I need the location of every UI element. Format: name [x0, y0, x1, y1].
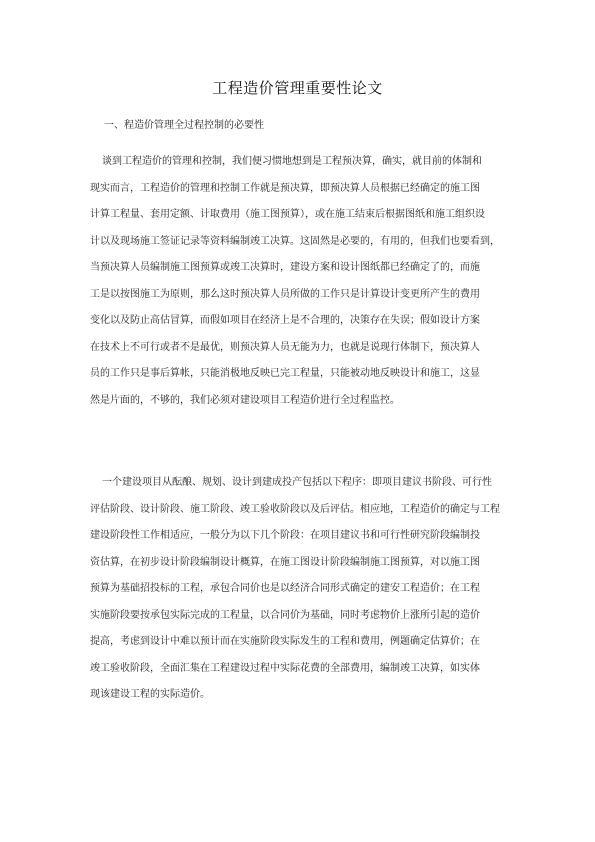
paragraph-line: 资估算，在初步设计阶段编制设计概算，在施工图设计阶段编制施工图预算，对以施工图	[90, 556, 480, 568]
paragraph-line: 预算为基础招投标的工程，承包合同价也是以经济合同形式确定的建安工程造价；在工程	[90, 583, 480, 594]
paragraph-line: 计算工程量、套用定额、计取费用（施工图预算），或在施工结束后根据图纸和施工组织设	[90, 209, 485, 220]
paragraph-line: 在技术上不可行或者不是最优，则预决算人员无能为力，也就是说现行体制下，预决算人	[90, 341, 480, 353]
paragraph-line: 建设阶段性工作相适应，一般分为以下几个阶段：在项目建议书和可行性研究阶段编制投	[90, 530, 480, 541]
paragraph-1	[90, 149, 520, 414]
paragraph-line: 一个建设项目从酝酿、规划、设计到建成投产包括以下程序：即项目建议书阶段、可行性	[102, 477, 492, 488]
section-heading: 一、程造价管理全过程控制的必要性	[104, 120, 264, 131]
paragraph-line: 评估阶段、设计阶段、施工阶段、竣工验收阶段以及后评估。相应地，工程造价的确定与工程	[90, 503, 500, 515]
paragraph-line: 当预决算人员编制施工图预算或竣工决算时，建设方案和设计图纸都已经确定了的，而施	[90, 262, 480, 273]
paragraph-line: 提高，考虑到设计中难以预计而在实施阶段实际发生的工程和费用，例题确定估算价；在	[90, 636, 480, 647]
paragraph-2	[90, 470, 520, 709]
paragraph-line: 谈到工程造价的管理和控制，我们便习惯地想到是工程预决算，确实，就目前的体制和	[102, 156, 482, 167]
paragraph-line: 员的工作只是事后算帐，只能消极地反映已完工程量，只能被动地反映设计和施工，这显	[90, 368, 480, 379]
paragraph-line: 变化以及防止高估冒算，而假如项目在经济上是不合理的，决策存在失误；假如设计方案	[90, 315, 480, 326]
paragraph-line: 实施阶段要按承包实际完成的工程量，以合同价为基础，同时考虑物价上涨所引起的造价	[90, 609, 480, 621]
paragraph-line: 现该建设工程的实际造价。	[90, 689, 210, 700]
paragraph-line: 竣工验收阶段，全面汇集在工程建设过程中实际花费的全部费用，编制竣工决算，如实体	[90, 662, 480, 674]
paragraph-line: 然是片面的，不够的，我们必须对建设项目工程造价进行全过程监控。	[90, 394, 400, 406]
paragraph-line: 现实而言，工程造价的管理和控制工作就是预决算，即预决算人员根据已经确定的施工图	[90, 182, 480, 194]
paragraph-line: 工是以按图施工为原则，那么这时预决算人员所做的工作只是计算设计变更所产生的费用	[90, 288, 480, 300]
paragraph-line: 计以及现场施工签证记录等资料编制竣工决算。这固然是必要的，有用的，但我们也要看到，	[90, 235, 500, 247]
document-title: 工程造价管理重要性论文	[212, 79, 383, 97]
